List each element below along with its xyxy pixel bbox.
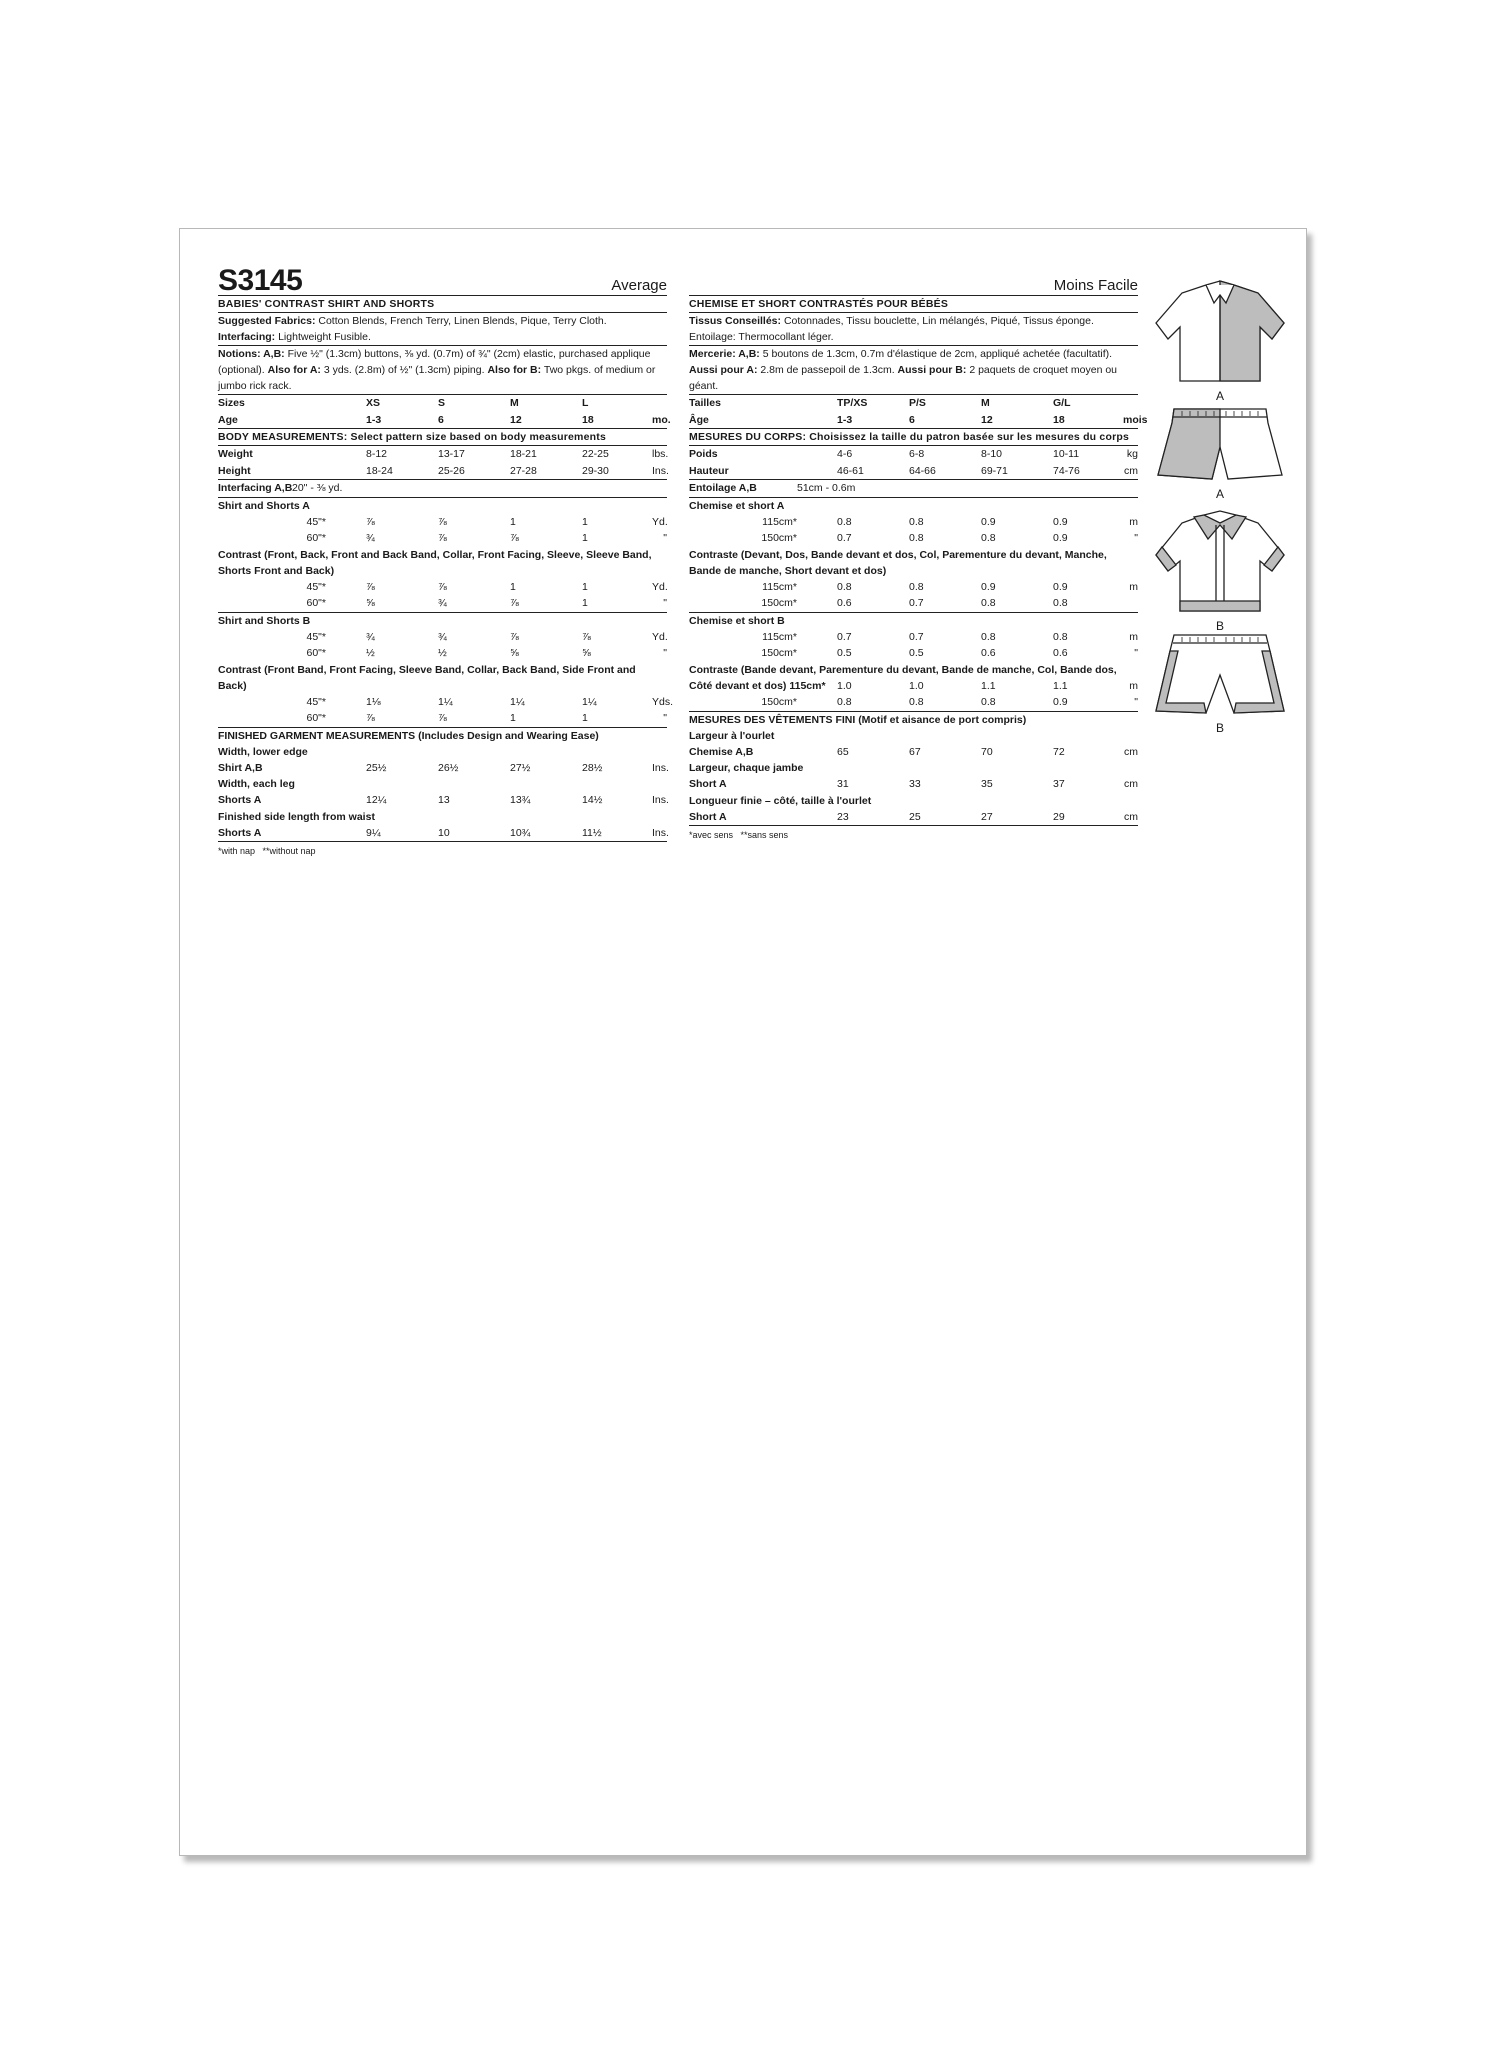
width-lower-edge: Width, lower edge bbox=[218, 745, 308, 758]
age-row: Age 1-3 6 12 18 mo. bbox=[218, 412, 667, 430]
interfacing-row: Interfacing A,B 20" - ⅜ yd. bbox=[218, 480, 667, 498]
width-each-leg: Largeur, chaque jambe bbox=[689, 762, 804, 774]
sizes-row: Tailles TP/XS P/S M G/L bbox=[689, 397, 1071, 409]
shirt-a-heading: Chemise et short A bbox=[689, 499, 785, 512]
height-row: Hauteur 46-61 64-66 69-71 74-76 cm bbox=[689, 463, 1138, 481]
age-row: Âge 1-3 6 12 18 mois bbox=[689, 412, 1138, 430]
shirt-a-heading: Shirt and Shorts A bbox=[218, 499, 310, 512]
shirt-b-heading: Shirt and Shorts B bbox=[218, 614, 311, 627]
view-a-label: A bbox=[1216, 389, 1225, 403]
pattern-title: BABIES' CONTRAST SHIRT AND SHORTS bbox=[218, 296, 667, 313]
yardage-row: 115cm* 0.7 0.7 0.8 0.8 m bbox=[762, 630, 1138, 643]
shirt-b-heading: Chemise et short B bbox=[689, 614, 785, 627]
yardage-row: 150cm* 0.7 0.8 0.8 0.9 " bbox=[761, 532, 1138, 544]
yardage-row: Côté devant et dos) 115cm* 1.0 1.0 1.1 1.1 m bbox=[689, 679, 1138, 692]
technical-drawings bbox=[1154, 279, 1288, 739]
yardage-row: 60"* ⅞ ⅞ 1 1 " bbox=[218, 710, 667, 728]
contrast-a-heading: Contrast (Front, Back, Front and Back Band, Collar, Front Facing, Sleeve, Sleeve Band, Shorts Front and Back) bbox=[218, 548, 652, 577]
yardage-row: 115cm* 0.8 0.8 0.9 0.9 m bbox=[762, 515, 1138, 528]
yardage-row: 45"* 1⅛ 1¼ 1¼ 1¼ Yds. bbox=[306, 695, 674, 708]
yardage-row: 115cm* 0.8 0.8 0.9 0.9 m bbox=[762, 580, 1138, 593]
yardage-row: 60"* ¾ ⅞ ⅞ 1 " bbox=[306, 532, 667, 544]
shorts-b-drawing bbox=[1156, 635, 1284, 713]
pattern-title: CHEMISE ET SHORT CONTRASTÉS POUR BÉBÉS bbox=[689, 296, 1138, 313]
yardage-row: 150cm* 0.6 0.7 0.8 0.8 bbox=[689, 595, 1138, 613]
sizes-row: Sizes XS S M L bbox=[218, 397, 589, 409]
footnote: *avec sens **sans sens bbox=[689, 830, 789, 840]
shirt-b-drawing bbox=[1156, 511, 1284, 611]
width-lower-edge: Largeur à l'ourlet bbox=[689, 729, 775, 742]
contrast-b-heading: Contraste (Bande devant, Parementure du devant, Bande de manche, Col, Bande dos, bbox=[689, 663, 1117, 676]
height-row: Height 18-24 25-26 27-28 29-30 Ins. bbox=[218, 463, 667, 481]
garment-illustrations bbox=[1154, 279, 1288, 744]
yardage-row: 45"* ⅞ ⅞ 1 1 Yd. bbox=[306, 515, 668, 528]
yardage-row: 150cm* 0.8 0.8 0.8 0.9 " bbox=[689, 694, 1138, 712]
weight-row: Weight 8-12 13-17 18-21 22-25 lbs. bbox=[218, 448, 669, 460]
pattern-code: S3145 bbox=[218, 264, 303, 297]
shirt-ab-row: Chemise A,B 65 67 70 72 cm bbox=[689, 745, 1138, 758]
header bbox=[689, 261, 1138, 296]
width-each-leg: Width, each leg bbox=[218, 778, 295, 790]
footnote: *with nap **without nap bbox=[218, 846, 316, 856]
pattern-sheet bbox=[179, 228, 1307, 1856]
fabrics: Tissus Conseillés: Cotonnades, Tissu bouclette, Lin mélangés, Piqué, Tissus éponge. bbox=[689, 315, 1094, 327]
yardage-row: 60"* ⅝ ¾ ⅞ 1 " bbox=[218, 595, 667, 613]
header bbox=[218, 261, 667, 296]
shirt-ab-row: Shirt A,B 25½ 26½ 27½ 28½ Ins. bbox=[218, 761, 669, 774]
shorts-a-drawing bbox=[1158, 409, 1282, 479]
yardage-row: 150cm* 0.5 0.5 0.6 0.6 " bbox=[761, 647, 1138, 659]
yardage-row: 45"* ⅞ ⅞ 1 1 Yd. bbox=[306, 580, 668, 593]
shorts-a-row: Shorts A 12¼ 13 13¾ 14½ Ins. bbox=[218, 794, 669, 806]
shorts-a-row: Short A 23 25 27 29 cm bbox=[689, 809, 1138, 827]
view-b-label: B bbox=[1216, 619, 1225, 633]
contrast-a-heading: Contraste (Devant, Dos, Bande devant et dos, Col, Parementure du devant, Manche, Bande de manche, Short devant et dos) bbox=[689, 548, 1107, 577]
shorts-a-row: Shorts A 9¼ 10 10¾ 11½ Ins. bbox=[218, 825, 667, 843]
body-measurements-title: BODY MEASUREMENTS: Select pattern size based on body measurements bbox=[218, 429, 667, 446]
interfacing-row: Entoilage A,B 51cm - 0.6m bbox=[689, 480, 1138, 498]
french-column bbox=[689, 261, 1148, 840]
contrast-b-heading: Contrast (Front Band, Front Facing, Sleeve Band, Collar, Back Band, Side Front and Back) bbox=[218, 663, 636, 692]
yardage-row: 45"* ¾ ¾ ⅞ ⅞ Yd. bbox=[306, 630, 668, 643]
notions: Notions: A,B: Five ½" (1.3cm) buttons, ⅜ yd. (0.7m) of ¾" (2cm) elastic, purchased applique (optional). Also for A: 3 yds. (2.8m) of ½" (1.3cm) piping. Also for B: Two pkgs. of medium or jumbo rick rack. bbox=[218, 346, 667, 395]
difficulty-level: Average bbox=[611, 277, 667, 294]
shorts-a-row: Short A 31 33 35 37 cm bbox=[689, 778, 1138, 790]
body-measurements-title: MESURES DU CORPS: Choisissez la taille du patron basée sur les mesures du corps bbox=[689, 429, 1138, 446]
difficulty-level: Moins Facile bbox=[1053, 277, 1138, 294]
finished-measurements-title: FINISHED GARMENT MEASUREMENTS (Includes Design and Wearing Ease) bbox=[218, 729, 599, 742]
interfacing: Entoilage: Thermocollant léger. bbox=[689, 329, 1138, 346]
side-length: Longueur finie – côté, taille à l'ourlet bbox=[689, 794, 872, 807]
yardage-row: 60"* ½ ½ ⅝ ⅝ " bbox=[306, 647, 667, 659]
view-a-shorts-label: A bbox=[1216, 487, 1225, 501]
shirt-a-drawing bbox=[1156, 281, 1284, 381]
view-b-shorts-label: B bbox=[1216, 721, 1225, 735]
notions: Mercerie: A,B: 5 boutons de 1.3cm, 0.7m d'élastique de 2cm, appliqué achetée (facultatif). Aussi pour A: 2.8m de passepoil de 1.3cm. Aussi pour B: 2 paquets de croquet moyen ou géant. bbox=[689, 346, 1138, 395]
finished-measurements-title: MESURES DES VÊTEMENTS FINI (Motif et aisance de port compris) bbox=[689, 713, 1027, 726]
fabrics: Suggested Fabrics: Cotton Blends, French Terry, Linen Blends, Pique, Terry Cloth. bbox=[218, 315, 607, 327]
interfacing: Interfacing: Lightweight Fusible. bbox=[218, 329, 667, 346]
english-column bbox=[218, 261, 674, 856]
side-length: Finished side length from waist bbox=[218, 810, 375, 823]
weight-row: Poids 4-6 6-8 8-10 10-11 kg bbox=[689, 448, 1138, 460]
